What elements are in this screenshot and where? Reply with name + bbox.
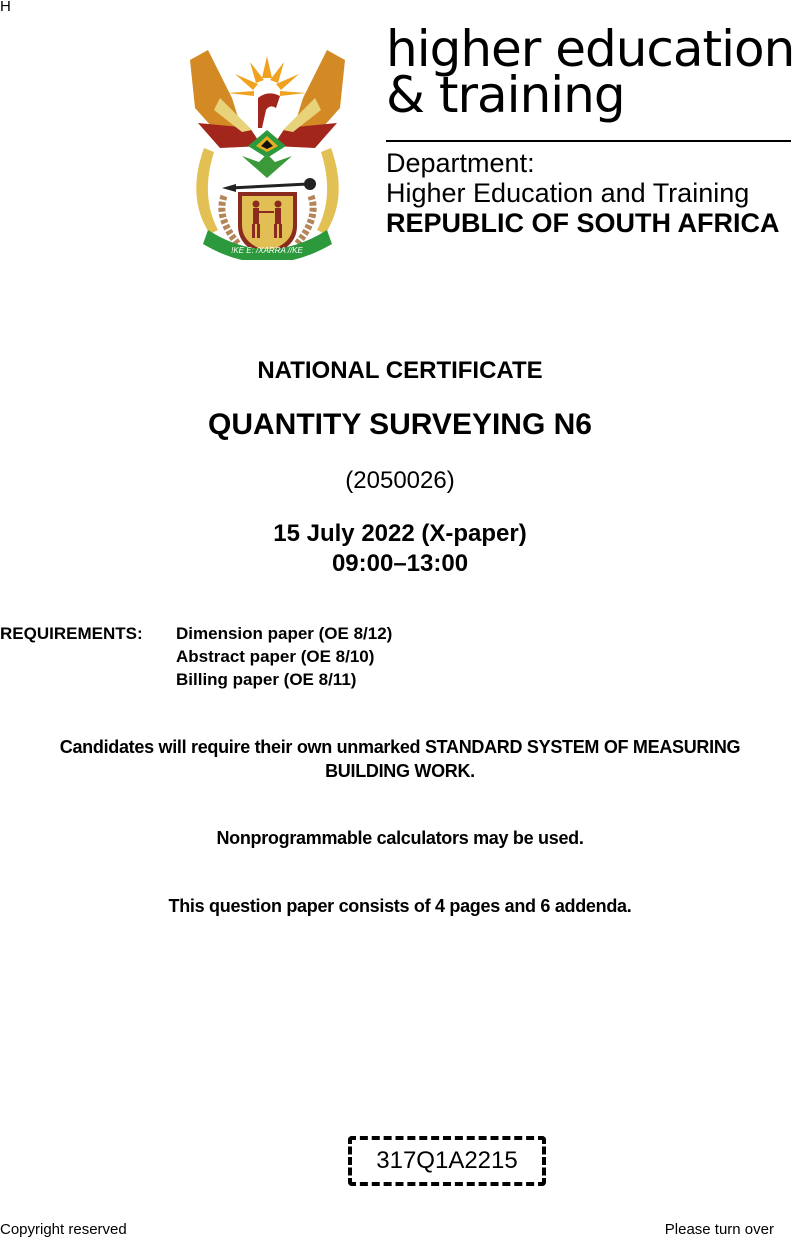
- notice-line: Candidates will require their own unmarked STANDARD SYSTEM OF MEASURING: [59, 737, 741, 757]
- coat-of-arms-icon: [180, 38, 355, 260]
- department-logo: [386, 20, 796, 238]
- copyright-footer: Copyright reserved: [0, 1221, 127, 1238]
- subject-code: (2050026): [345, 467, 455, 494]
- logo-line-2: & training: [386, 66, 625, 124]
- turn-over-footer: Please turn over: [664, 1221, 774, 1238]
- page-count-notice: This question paper consists of 4 pages and 6 addenda.: [168, 896, 632, 916]
- calculator-notice: Nonprogrammable calculators may be used.: [216, 828, 584, 848]
- svg-text:!KE E: /XARRA //KE: !KE E: /XARRA //KE: [231, 246, 303, 255]
- corner-mark: H: [0, 0, 11, 15]
- country-name: REPUBLIC OF SOUTH AFRICA: [386, 208, 780, 238]
- logo-divider: [386, 140, 791, 142]
- department-label: Department:: [386, 148, 535, 178]
- requirement-item: Dimension paper (OE 8/12): [176, 624, 393, 643]
- exam-time: 09:00–13:00: [331, 550, 469, 577]
- exam-date-time: [0, 519, 800, 579]
- logo-line-1: higher education: [386, 20, 795, 78]
- exam-date: 15 July 2022 (X-paper): [273, 520, 527, 547]
- requirement-item: Billing paper (OE 8/11): [176, 670, 357, 689]
- department-title: Higher Education and Training: [386, 178, 750, 208]
- notice-line: BUILDING WORK.: [325, 761, 475, 781]
- certificate-title: NATIONAL CERTIFICATE: [257, 357, 543, 384]
- paper-code-box: 317Q1A2215: [348, 1136, 546, 1186]
- department-name: [386, 148, 749, 208]
- standard-system-notice: [0, 735, 800, 783]
- requirements-list: [176, 622, 392, 691]
- requirement-item: Abstract paper (OE 8/10): [176, 647, 375, 666]
- subject-title: QUANTITY SURVEYING N6: [208, 408, 592, 441]
- requirements-label: REQUIREMENTS:: [0, 624, 143, 643]
